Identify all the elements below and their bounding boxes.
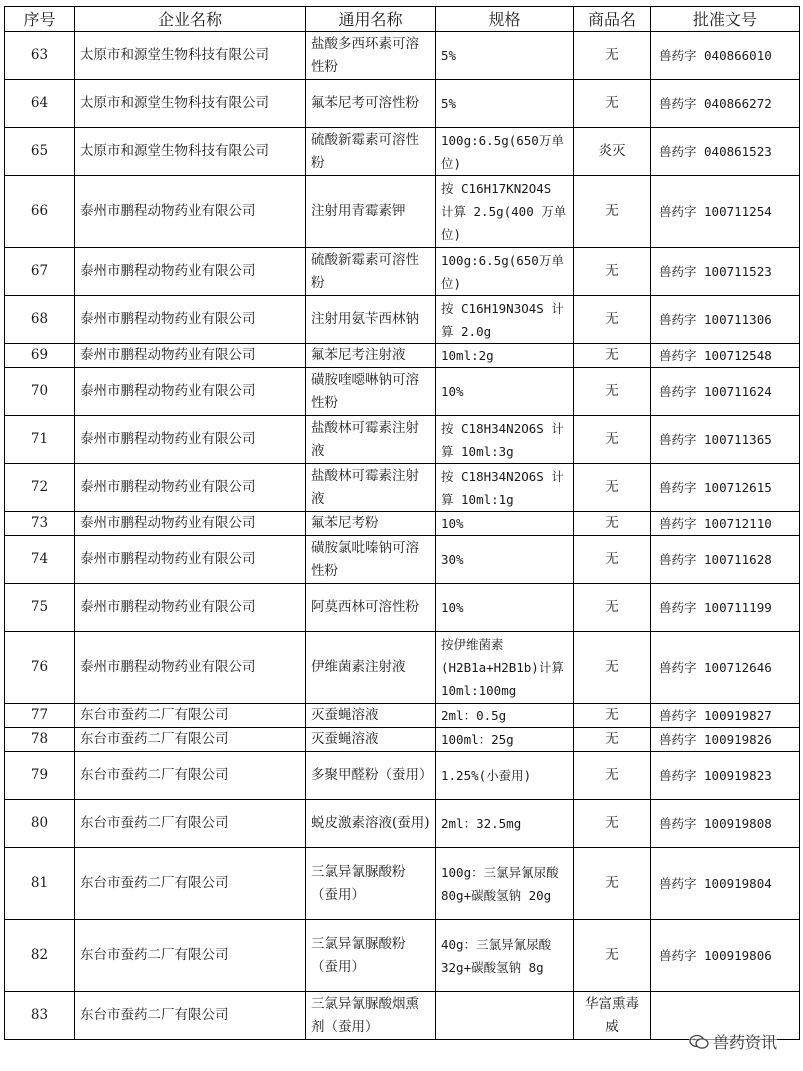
- cell-approval-number: 兽药字 100712646: [651, 632, 800, 704]
- cell-approval-number: 兽药字 100711254: [651, 176, 800, 248]
- cell-approval-number: 兽药字 040866010: [651, 32, 800, 80]
- cell-specification: 2ml：0.5g: [436, 704, 574, 728]
- cell-company: 太原市和源堂生物科技有限公司: [75, 32, 306, 80]
- cell-company: 泰州市鹏程动物药业有限公司: [75, 176, 306, 248]
- cell-brand-name: 无: [574, 752, 651, 800]
- cell-company: 泰州市鹏程动物药业有限公司: [75, 248, 306, 296]
- header-row: [5, 7, 800, 32]
- table-row: [5, 128, 800, 176]
- table-row: [5, 32, 800, 80]
- cell-index: 76: [5, 632, 75, 704]
- table-row: [5, 992, 800, 1040]
- cell-index: 74: [5, 536, 75, 584]
- cell-specification: 40g：三氯异氰尿酸 32g+碳酸氢钠 8g: [436, 920, 574, 992]
- cell-specification: 30%: [436, 536, 574, 584]
- cell-brand-name: 无: [574, 464, 651, 512]
- cell-specification: 2ml：32.5mg: [436, 800, 574, 848]
- header-brand-name: 商品名: [574, 7, 651, 32]
- cell-brand-name: 无: [574, 728, 651, 752]
- table-row: [5, 368, 800, 416]
- cell-index: 64: [5, 80, 75, 128]
- cell-brand-name: 无: [574, 800, 651, 848]
- cell-brand-name: 无: [574, 584, 651, 632]
- cell-approval-number: 兽药字 100919826: [651, 728, 800, 752]
- cell-company: 太原市和源堂生物科技有限公司: [75, 80, 306, 128]
- cell-brand-name: 无: [574, 248, 651, 296]
- cell-approval-number: 兽药字 100919827: [651, 704, 800, 728]
- cell-generic-name: 三氯异氰脲酸粉（蚕用）: [306, 920, 436, 992]
- header-specification: 规格: [436, 7, 574, 32]
- cell-specification: 按伊维菌素(H2B1a+H2B1b)计算 10ml:100mg: [436, 632, 574, 704]
- cell-generic-name: 氟苯尼考可溶性粉: [306, 80, 436, 128]
- cell-index: 71: [5, 416, 75, 464]
- cell-specification: 10ml:2g: [436, 344, 574, 368]
- cell-approval-number: 兽药字 100711199: [651, 584, 800, 632]
- cell-index: 82: [5, 920, 75, 992]
- table-row: [5, 584, 800, 632]
- cell-generic-name: 三氯异氰脲酸烟熏剂（蚕用）: [306, 992, 436, 1040]
- cell-company: 泰州市鹏程动物药业有限公司: [75, 368, 306, 416]
- table-wrapper: [4, 6, 800, 1040]
- table-row: [5, 296, 800, 344]
- cell-specification: 5%: [436, 80, 574, 128]
- cell-specification: 5%: [436, 32, 574, 80]
- cell-brand-name: 炎灭: [574, 128, 651, 176]
- cell-brand-name: 无: [574, 416, 651, 464]
- cell-approval-number: 兽药字 100711628: [651, 536, 800, 584]
- cell-index: 80: [5, 800, 75, 848]
- cell-index: 69: [5, 344, 75, 368]
- cell-company: 泰州市鹏程动物药业有限公司: [75, 296, 306, 344]
- cell-company: 太原市和源堂生物科技有限公司: [75, 128, 306, 176]
- cell-approval-number: 兽药字 100712110: [651, 512, 800, 536]
- cell-company: 泰州市鹏程动物药业有限公司: [75, 344, 306, 368]
- table-row: [5, 176, 800, 248]
- table-row: [5, 416, 800, 464]
- cell-company: 泰州市鹏程动物药业有限公司: [75, 512, 306, 536]
- cell-company: 东台市蚕药二厂有限公司: [75, 920, 306, 992]
- table-row: [5, 344, 800, 368]
- cell-specification: 按 C18H34N2O6S 计算 10ml:3g: [436, 416, 574, 464]
- cell-generic-name: 氟苯尼考注射液: [306, 344, 436, 368]
- cell-specification: 100g:6.5g(650万单位): [436, 128, 574, 176]
- table-row: [5, 80, 800, 128]
- header-generic-name: 通用名称: [306, 7, 436, 32]
- cell-index: 73: [5, 512, 75, 536]
- cell-approval-number: 兽药字 100919823: [651, 752, 800, 800]
- cell-brand-name: 无: [574, 704, 651, 728]
- cell-generic-name: 多聚甲醛粉（蚕用）: [306, 752, 436, 800]
- cell-generic-name: 蜕皮激素溶液(蚕用): [306, 800, 436, 848]
- cell-brand-name: 无: [574, 512, 651, 536]
- cell-approval-number: 兽药字 100711523: [651, 248, 800, 296]
- cell-generic-name: 伊维菌素注射液: [306, 632, 436, 704]
- cell-specification: 100g：三氯异氰尿酸 80g+碳酸氢钠 20g: [436, 848, 574, 920]
- cell-company: 东台市蚕药二厂有限公司: [75, 728, 306, 752]
- cell-brand-name: 无: [574, 344, 651, 368]
- cell-specification: 100g:6.5g(650万单位): [436, 248, 574, 296]
- table-row: [5, 728, 800, 752]
- cell-index: 68: [5, 296, 75, 344]
- cell-specification: 1.25%(小蚕用): [436, 752, 574, 800]
- cell-generic-name: 氟苯尼考粉: [306, 512, 436, 536]
- cell-specification: 10%: [436, 584, 574, 632]
- cell-index: 65: [5, 128, 75, 176]
- table-row: [5, 800, 800, 848]
- cell-approval-number: 兽药字 100919806: [651, 920, 800, 992]
- cell-index: 70: [5, 368, 75, 416]
- cell-brand-name: 无: [574, 920, 651, 992]
- cell-generic-name: 磺胺喹噁啉钠可溶性粉: [306, 368, 436, 416]
- cell-company: 泰州市鹏程动物药业有限公司: [75, 632, 306, 704]
- cell-generic-name: 盐酸多西环素可溶性粉: [306, 32, 436, 80]
- cell-company: 东台市蚕药二厂有限公司: [75, 800, 306, 848]
- cell-index: 78: [5, 728, 75, 752]
- cell-index: 67: [5, 248, 75, 296]
- header-approval-number: 批准文号: [651, 7, 800, 32]
- cell-specification: 按 C18H34N2O6S 计算 10ml:1g: [436, 464, 574, 512]
- cell-index: 79: [5, 752, 75, 800]
- cell-index: 81: [5, 848, 75, 920]
- drug-approval-table: [4, 6, 800, 1040]
- cell-brand-name: 无: [574, 80, 651, 128]
- cell-generic-name: 阿莫西林可溶性粉: [306, 584, 436, 632]
- wechat-icon: [689, 1034, 709, 1050]
- cell-brand-name: 华富熏毒威: [574, 992, 651, 1040]
- cell-brand-name: 无: [574, 296, 651, 344]
- cell-index: 72: [5, 464, 75, 512]
- cell-company: 泰州市鹏程动物药业有限公司: [75, 416, 306, 464]
- cell-approval-number: 兽药字 100711365: [651, 416, 800, 464]
- table-row: [5, 752, 800, 800]
- cell-company: 东台市蚕药二厂有限公司: [75, 752, 306, 800]
- cell-brand-name: 无: [574, 536, 651, 584]
- cell-generic-name: 磺胺氯吡嗪钠可溶性粉: [306, 536, 436, 584]
- cell-company: 东台市蚕药二厂有限公司: [75, 848, 306, 920]
- cell-generic-name: 注射用氨苄西林钠: [306, 296, 436, 344]
- cell-index: 66: [5, 176, 75, 248]
- cell-generic-name: 硫酸新霉素可溶性粉: [306, 128, 436, 176]
- table-row: [5, 632, 800, 704]
- table-row: [5, 848, 800, 920]
- cell-specification: 100ml：25g: [436, 728, 574, 752]
- cell-index: 63: [5, 32, 75, 80]
- cell-brand-name: 无: [574, 32, 651, 80]
- cell-brand-name: 无: [574, 632, 651, 704]
- watermark: [689, 1030, 777, 1053]
- cell-approval-number: 兽药字 100711306: [651, 296, 800, 344]
- cell-brand-name: 无: [574, 848, 651, 920]
- cell-index: 77: [5, 704, 75, 728]
- cell-generic-name: 注射用青霉素钾: [306, 176, 436, 248]
- cell-generic-name: 盐酸林可霉素注射液: [306, 416, 436, 464]
- cell-brand-name: 无: [574, 176, 651, 248]
- cell-generic-name: 灭蚕蝇溶液: [306, 704, 436, 728]
- table-row: [5, 920, 800, 992]
- cell-approval-number: 兽药字 040866272: [651, 80, 800, 128]
- cell-company: 东台市蚕药二厂有限公司: [75, 704, 306, 728]
- cell-company: 泰州市鹏程动物药业有限公司: [75, 464, 306, 512]
- cell-approval-number: 兽药字 100711624: [651, 368, 800, 416]
- cell-approval-number: 兽药字 100919804: [651, 848, 800, 920]
- cell-specification: [436, 992, 574, 1040]
- cell-approval-number: 兽药字 100919808: [651, 800, 800, 848]
- table-row: [5, 704, 800, 728]
- header-index: 序号: [5, 7, 75, 32]
- cell-approval-number: 兽药字 100712615: [651, 464, 800, 512]
- cell-index: 83: [5, 992, 75, 1040]
- cell-index: 75: [5, 584, 75, 632]
- table-row: [5, 248, 800, 296]
- watermark-text: 兽药资讯: [712, 1033, 777, 1052]
- table-row: [5, 464, 800, 512]
- cell-specification: 10%: [436, 512, 574, 536]
- table-body: [5, 32, 800, 1040]
- cell-company: 泰州市鹏程动物药业有限公司: [75, 584, 306, 632]
- cell-approval-number: 兽药字 040861523: [651, 128, 800, 176]
- table-row: [5, 512, 800, 536]
- cell-specification: 按 C16H17KN2O4S 计算 2.5g(400 万单位): [436, 176, 574, 248]
- cell-specification: 按 C16H19N3O4S 计算 2.0g: [436, 296, 574, 344]
- cell-generic-name: 盐酸林可霉素注射液: [306, 464, 436, 512]
- cell-brand-name: 无: [574, 368, 651, 416]
- cell-specification: 10%: [436, 368, 574, 416]
- cell-company: 泰州市鹏程动物药业有限公司: [75, 536, 306, 584]
- cell-company: 东台市蚕药二厂有限公司: [75, 992, 306, 1040]
- table-row: [5, 536, 800, 584]
- cell-generic-name: 灭蚕蝇溶液: [306, 728, 436, 752]
- cell-generic-name: 三氯异氰脲酸粉（蚕用）: [306, 848, 436, 920]
- cell-approval-number: 兽药字 100712548: [651, 344, 800, 368]
- header-company: 企业名称: [75, 7, 306, 32]
- cell-generic-name: 硫酸新霉素可溶性粉: [306, 248, 436, 296]
